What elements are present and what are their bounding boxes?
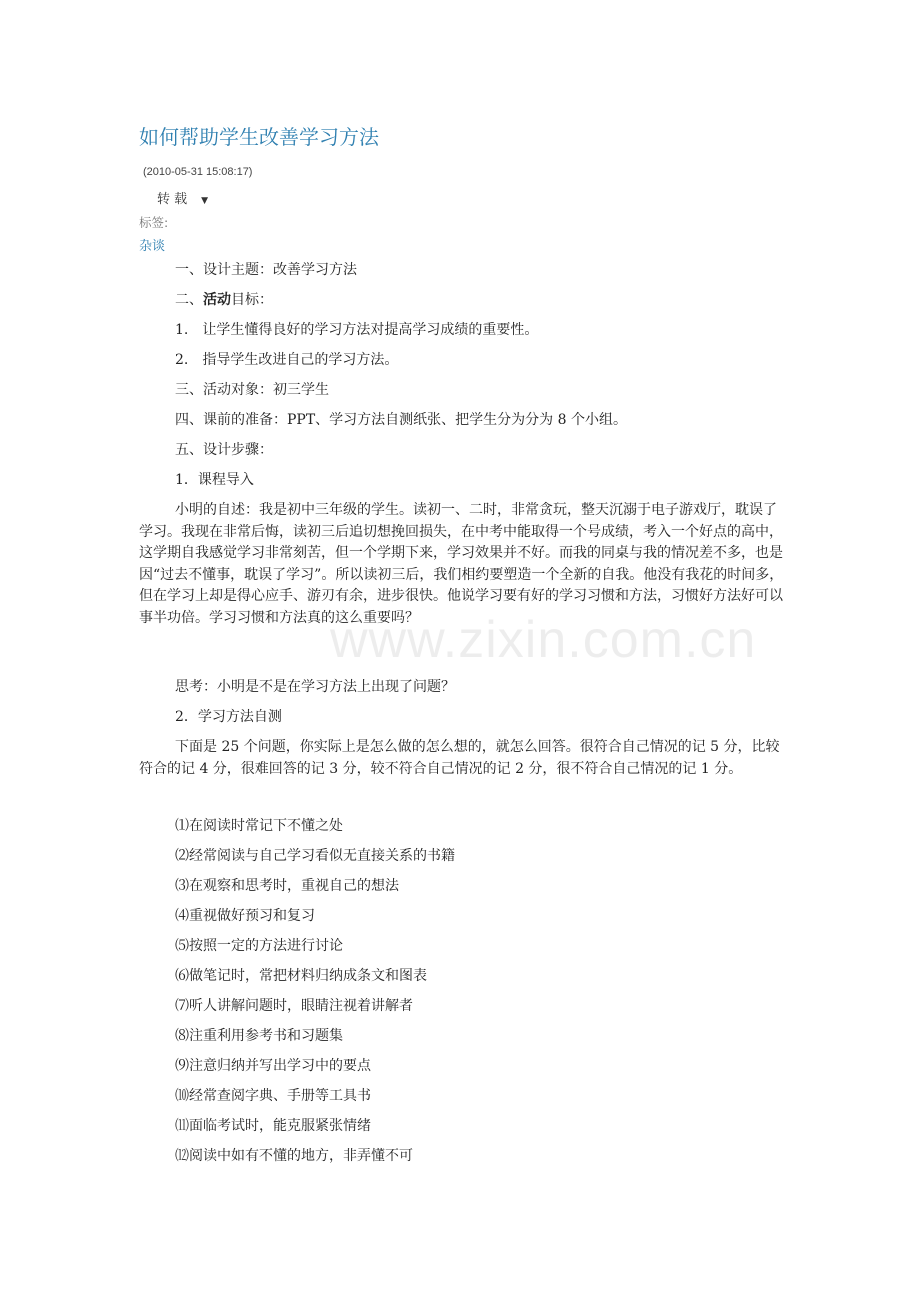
question-item: ⑿阅读中如有不懂的地方，非弄懂不可	[175, 1148, 413, 1164]
section-preparation: 四、课前的准备：PPT、学习方法自测纸张、把学生分为分为 8 个小组。	[175, 412, 627, 428]
repost-menu[interactable]	[157, 188, 208, 207]
goal-item: 2. 指导学生改进自己的学习方法。	[175, 352, 399, 368]
step-heading: 1．课程导入	[175, 472, 254, 488]
tags-label: 标签:	[139, 215, 169, 230]
goal-item: 1. 让学生懂得良好的学习方法对提高学习成绩的重要性。	[175, 322, 539, 338]
section-prefix: 二、	[175, 292, 203, 308]
section-bold-word: 活动	[203, 292, 231, 308]
section-activity-target: 三、活动对象：初三学生	[175, 382, 329, 398]
repost-label: 转 载	[157, 192, 188, 207]
section-suffix: 目标：	[231, 292, 273, 308]
question-item: ⑸按照一定的方法进行讨论	[175, 938, 343, 954]
question-item: ⑾面临考试时，能克服紧张情绪	[175, 1118, 371, 1134]
story-text: 小明的自述：我是初中三年级的学生。读初一、二时，非常贪玩，整天沉溺于电子游戏厅，耽误了学习。我现在非常后悔，读初三后追切想挽回损失，在中考中能取得一个号成绩，考入一个好点的高中，这学期自我感觉学习非常刻苦，但一个学期下来，学习效果并不好。而我的同桌与我的情况差不多，也是因“过去不懂事，耽误了学习”。所以读初三后，我们相约要塑造一个全新的自我。他没有我花的时间多，但在学习上却是得心应手、游刃有余，进步很快。他说学习要有好的学习习惯和方法，习惯好方法好可以事半功倍。学习习惯和方法真的这么重要吗？	[139, 502, 784, 626]
question-item: ⑺听人讲解问题时，眼睛注视着讲解者	[175, 998, 413, 1014]
step-heading: 2．学习方法自测	[175, 709, 282, 725]
post-date: (2010-05-31 15:08:17)	[143, 166, 253, 178]
question-item: ⑶在观察和思考时，重视自己的想法	[175, 878, 399, 894]
question-item: ⑹做笔记时，常把材料归纳成条文和图表	[175, 968, 427, 984]
intro-paragraph	[139, 737, 789, 780]
question-item: ⑻注重利用参考书和习题集	[175, 1028, 343, 1044]
question-item: ⑽经常查阅字典、手册等工具书	[175, 1088, 371, 1104]
section-activity-goal	[175, 290, 273, 310]
tag-link[interactable]: 杂谈	[139, 239, 166, 254]
intro-text: 下面是 25 个问题，你实际上是怎么做的怎么想的，就怎么回答。很符合自己情况的记 5 分，比较符合的记 4 分，很难回答的记 3 分，较不符合自己情况的记 2 分，很不符合自己情况的记 1 分。	[139, 739, 780, 777]
question-item: ⑷重视做好预习和复习	[175, 908, 315, 924]
dropdown-arrow-icon[interactable]: ▼	[201, 196, 209, 206]
question-item: ⑴在阅读时常记下不懂之处	[175, 818, 343, 834]
question-item: ⑼注意归纳并写出学习中的要点	[175, 1058, 371, 1074]
section-design-steps: 五、设计步骤：	[175, 442, 273, 458]
page-title: 如何帮助学生改善学习方法	[139, 125, 379, 149]
section-design-theme: 一、设计主题：改善学习方法	[175, 262, 357, 278]
watermark: www.zixin.com.cn	[330, 611, 757, 669]
question-item: ⑵经常阅读与自己学习看似无直接关系的书籍	[175, 848, 455, 864]
think-question: 思考：小明是不是在学习方法上出现了问题？	[175, 679, 455, 695]
